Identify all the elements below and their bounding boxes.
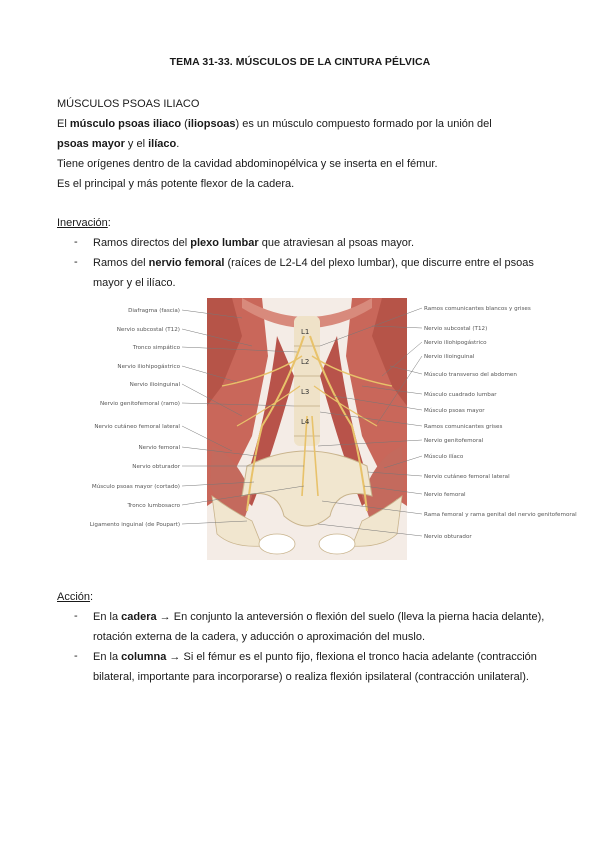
accion-heading-text: Acción (57, 591, 91, 603)
figure-left-label: Nervio iliohipogástrico (117, 364, 180, 370)
figure-left-label: Ligamento inguinal (de Poupart) (89, 522, 180, 528)
accion-item-1 (93, 607, 553, 647)
term-plexo-lumbar: plexo lumbar (190, 237, 259, 249)
intro-text: y el (124, 138, 149, 150)
figure-right-label: Nervio ilioinguinal (424, 354, 475, 360)
figure-right-label: Nervio femoral (424, 492, 466, 498)
vertebra-label: L1 (301, 328, 310, 336)
figure-right-label: Músculo ilíaco (424, 454, 464, 460)
figure-right-label: Nervio cutáneo femoral lateral (424, 474, 510, 480)
figure-left-label: Nervio genitofemoral (ramo) (99, 401, 180, 407)
figure-right-label: Rama femoral y rama genital del nervio genitofemoral (424, 512, 577, 518)
figure-left-label: Diafragma (fascia) (128, 308, 180, 314)
term-psoas-mayor: psoas mayor (57, 138, 125, 150)
inervacion-heading (57, 216, 111, 230)
figure-right-label: Nervio subcostal (T12) (424, 326, 488, 332)
intro-text: . (176, 138, 180, 150)
figure-right-label: Ramos comunicantes blancos y grises (424, 306, 531, 312)
intro-text: ) es un músculo compuesto formado por la unión del (235, 118, 492, 130)
bullet-dash: - (74, 256, 78, 268)
figure-left-label: Nervio ilioinguinal (129, 382, 180, 388)
item-text: En la (93, 651, 122, 663)
figure-right-label: Músculo transverso del abdomen (424, 372, 517, 378)
intro-line-2 (57, 137, 179, 151)
item-text: Ramos del (93, 257, 149, 269)
illustration-body (207, 298, 407, 560)
accion-heading (57, 590, 93, 604)
heading-colon: : (90, 591, 94, 603)
inervacion-heading-text: Inervación (57, 217, 108, 229)
figure-left-label: Tronco simpático (132, 345, 180, 351)
figure-left-label: Nervio subcostal (T12) (116, 327, 180, 333)
inervacion-item-2 (93, 253, 553, 293)
page-title: TEMA 31-33. MÚSCULOS DE LA CINTURA PÉLVICA (169, 56, 431, 68)
item-text: En la (93, 611, 122, 623)
figure-right-label: Nervio iliohipogástrico (424, 340, 487, 346)
figure-right-label: Nervio obturador (424, 534, 472, 540)
figure-left-label: Nervio femoral (138, 445, 180, 451)
intro-text: El (57, 118, 70, 130)
item-text: → Si el fémur es el punto fijo, flexiona el tronco hacia adelante (contracción bilateral, importante para incorporarse) o realiza flexión ipsilateral (contracción unilateral). (93, 651, 537, 683)
bullet-dash: - (74, 610, 78, 622)
figure-right-label: Músculo cuadrado lumbar (424, 392, 497, 398)
vertebra-label: L4 (301, 418, 310, 426)
term-cadera: cadera (121, 611, 157, 623)
section-heading: MÚSCULOS PSOAS ILIACO (57, 98, 200, 110)
anatomy-figure (72, 296, 577, 562)
intro-text: ( (181, 118, 188, 130)
bullet-dash: - (74, 236, 78, 248)
term-nervio-femoral: nervio femoral (148, 257, 225, 269)
figure-right-label: Nervio genitofemoral (424, 438, 484, 444)
vertebra-label: L2 (301, 358, 310, 366)
intro-line-1 (57, 117, 492, 131)
figure-left-label: Nervio obturador (132, 464, 180, 470)
item-text: que atraviesan al psoas mayor. (258, 237, 414, 249)
intro-line-4: Es el principal y más potente flexor de la cadera. (57, 178, 295, 190)
accion-item-2 (93, 647, 553, 687)
intro-line-3: Tiene orígenes dentro de la cavidad abdominopélvica y se inserta en el fémur. (57, 158, 438, 170)
figure-right-label: Músculo psoas mayor (424, 408, 485, 414)
item-text: Ramos directos del (93, 237, 191, 249)
term-columna: columna (121, 651, 167, 663)
term-iliaco: ilíaco (148, 138, 177, 150)
vertebra-label: L3 (301, 388, 310, 396)
bullet-dash: - (74, 650, 78, 662)
item-text: → En conjunto la anteversión o flexión del suelo (lleva la pierna hacia delante), rotación externa de la cadera, y aducción o aproximación del muslo. (93, 611, 545, 643)
figure-right-label: Ramos comunicantes grises (424, 424, 503, 430)
term-psoas-iliaco: músculo psoas iliaco (69, 118, 182, 130)
heading-colon: : (107, 217, 111, 229)
figure-left-label: Músculo psoas mayor (cortado) (91, 484, 180, 490)
figure-left-label: Nervio cutáneo femoral lateral (94, 424, 180, 430)
figure-left-label: Tronco lumbosacro (127, 503, 180, 509)
item-text: (raíces de L2-L4 del plexo lumbar), que discurre entre el psoas mayor y el ilíaco. (93, 257, 534, 289)
inervacion-item-1 (93, 233, 553, 253)
term-iliopsoas: iliopsoas (187, 118, 236, 130)
